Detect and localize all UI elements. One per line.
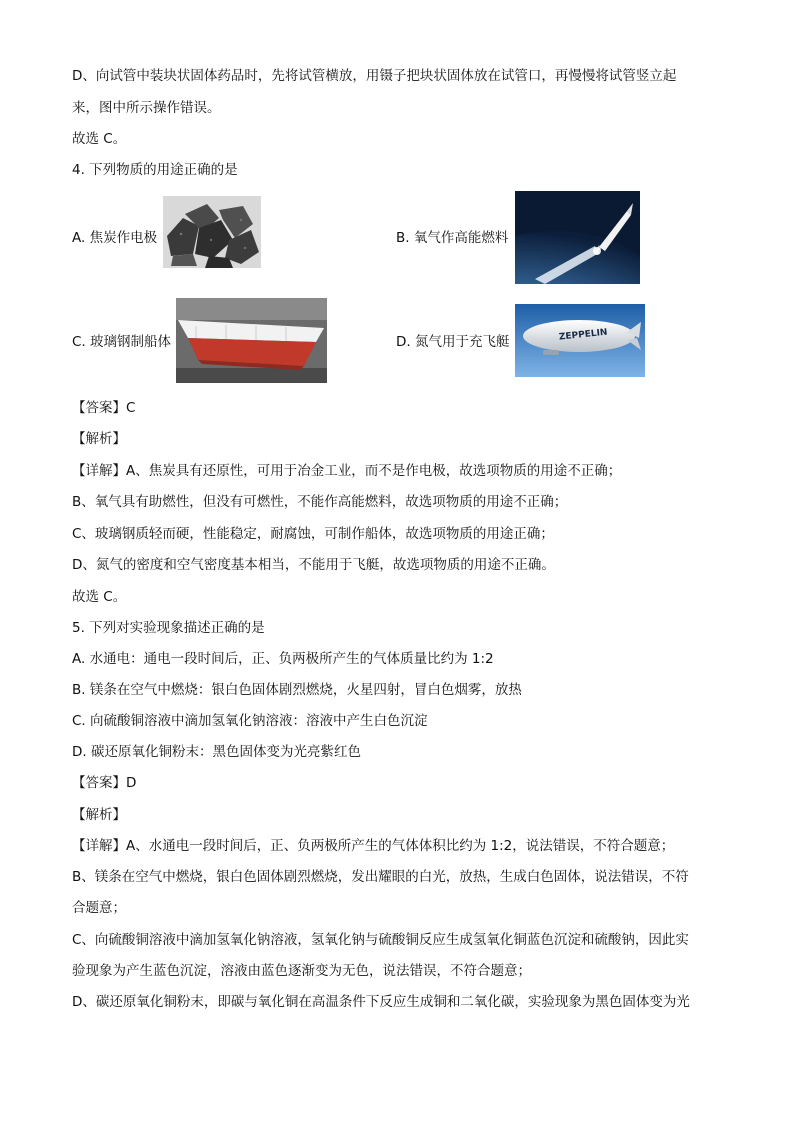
text-line: D、向试管中装块状固体药品时，先将试管横放，用镊子把块状固体放在试管口，再慢慢将试管竖立起 [72,68,677,84]
text-line: C、向硫酸铜溶液中滴加氢氧化钠溶液，氢氧化钠与硫酸铜反应生成氢氧化铜蓝色沉淀和硫酸钠，因此实 [72,932,689,948]
option-4b-label: B. 氧气作高能燃料 [396,230,509,246]
text-line: D、氮气的密度和空气密度基本相当，不能用于飞艇，故选项物质的用途不正确。 [72,557,555,573]
text-line: 【详解】A、焦炭具有还原性，可用于冶金工业，而不是作电极，故选项物质的用途不正确； [72,463,622,479]
option-5d: D. 碳还原氧化铜粉末：黑色固体变为光亮紫红色 [72,744,361,760]
text-line: B、镁条在空气中燃烧，银白色固体剧烈燃烧，发出耀眼的白光，放热，生成白色固体，说法错误，不符 [72,869,689,885]
text-line: D、碳还原氧化铜粉末，即碳与氧化铜在高温条件下反应生成铜和二氧化碳，实验现象为黑色固体变为光 [72,994,690,1010]
zeppelin-image [515,304,645,377]
analysis-5-heading: 【解析】 [72,807,126,823]
analysis-4-heading: 【解析】 [72,431,126,447]
text-line: 【详解】A、水通电一段时间后，正、负两极所产生的气体体积比约为 1:2，说法错误，不符合题意； [72,838,675,854]
text-line: 故选 C。 [72,131,127,147]
answer-5: 【答案】D [72,775,137,791]
option-5a: A. 水通电：通电一段时间后，正、负两极所产生的气体质量比约为 1:2 [72,651,494,667]
answer-4: 【答案】C [72,400,136,416]
option-5b: B. 镁条在空气中燃烧：银白色固体剧烈燃烧，火星四射，冒白色烟雾，放热 [72,682,522,698]
option-4d-label: D. 氮气用于充飞艇 [396,334,510,350]
option-4c-label: C. 玻璃钢制船体 [72,334,172,350]
rocket-image [515,191,640,284]
option-5c: C. 向硫酸铜溶液中滴加氢氧化钠溶液：溶液中产生白色沉淀 [72,713,428,729]
zeppelin-text: ZEPPELIN [558,327,608,343]
text-line: 合题意； [72,900,126,916]
text-line: C、玻璃钢质轻而硬，性能稳定，耐腐蚀，可制作船体，故选项物质的用途正确； [72,526,554,542]
coke-image [163,196,261,268]
text-line: 来，图中所示操作错误。 [72,100,221,116]
option-4a-label: A. 焦炭作电极 [72,230,158,246]
boat-hull-image [176,298,327,383]
text-line: B、氧气具有助燃性，但没有可燃性，不能作高能燃料，故选项物质的用途不正确； [72,494,568,510]
question-4-title: 4. 下列物质的用途正确的是 [72,162,238,178]
text-line: 验现象为产生蓝色沉淀，溶液由蓝色逐渐变为无色，说法错误，不符合题意； [72,963,531,979]
question-5-title: 5. 下列对实验现象描述正确的是 [72,620,265,636]
text-line: 故选 C。 [72,589,127,605]
